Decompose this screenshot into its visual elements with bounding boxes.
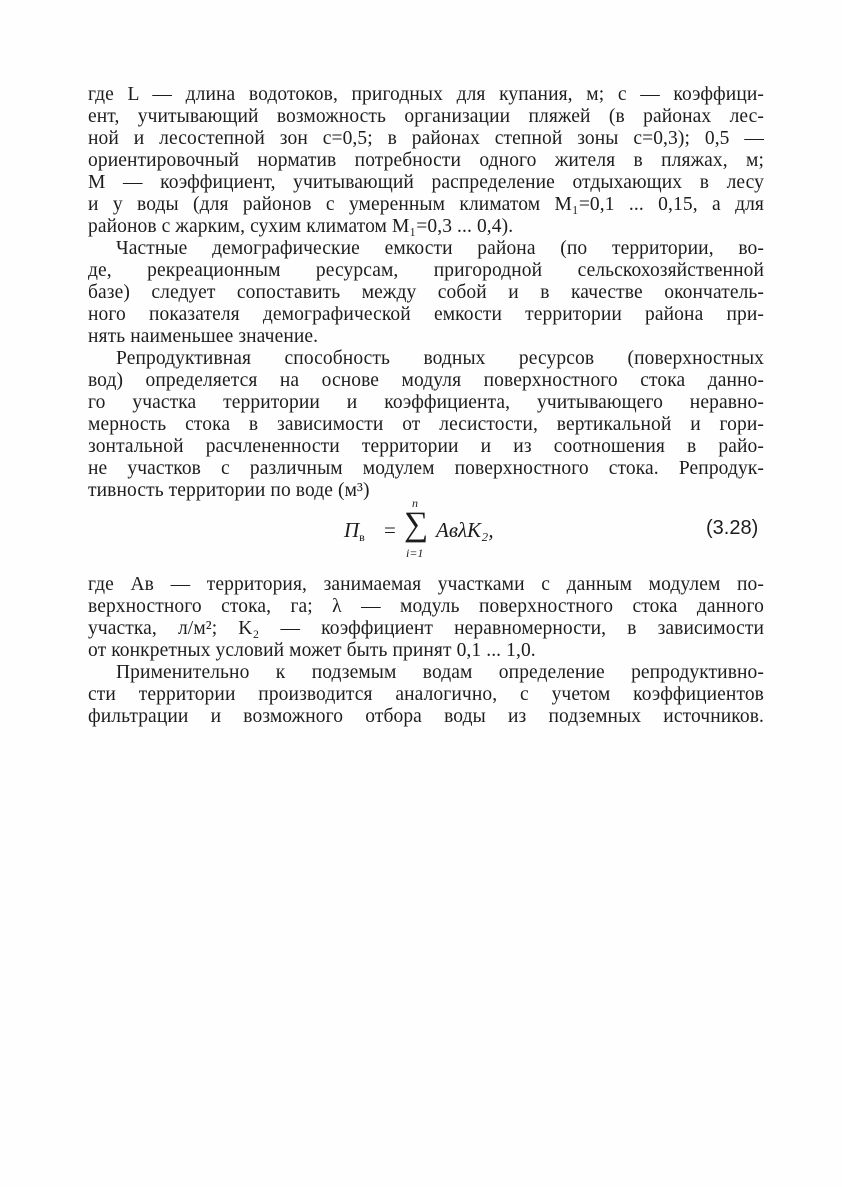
text-line: нять наименьшее значение. [88, 326, 319, 347]
formula-3-28 [340, 496, 640, 566]
text-line: базе) следует сопоставить между собой и в качестве окончатель- [88, 282, 764, 303]
text-line: участка, л/м²; K₂ — коэффициент неравномерности, в зависимости [88, 618, 764, 639]
text-line: фильтрации и возможного отбора воды из подземных источников. [88, 706, 764, 727]
summation-symbol: ∑ [404, 506, 429, 543]
text-line: где L — длина водотоков, пригодных для купания, м; c — коэффици- [88, 84, 764, 105]
text-line: ного показателя демографической емкости территории района при- [88, 304, 764, 325]
sum-lower-limit: i=1 [406, 546, 424, 560]
text-line: го участка территории и коэффициента, учитывающего неравно- [88, 392, 764, 413]
formula-equals: = [384, 518, 396, 542]
text-line: де, рекреационным ресурсам, пригородной сельскохозяйственной [88, 260, 764, 281]
text-line: где Aв — территория, занимаемая участками с данным модулем по- [88, 574, 764, 595]
text-line: не участков с различным модулем поверхностного стока. Репродук- [88, 458, 764, 479]
text-line: Частные демографические емкости района (по территории, во- [116, 238, 764, 259]
text-line: сти территории производится аналогично, с учетом коэффициентов [88, 684, 764, 705]
text-line: Репродуктивная способность водных ресурсов (поверхностных [116, 348, 764, 369]
formula-rhs: AвλK₂, [436, 518, 494, 542]
formula-lhs [344, 518, 365, 545]
text-line: тивность территории по воде (м³) [88, 480, 370, 501]
text-line: верхностного стока, га; λ — модуль поверхностного стока данного [88, 596, 764, 617]
sum-upper-limit: n [412, 496, 418, 510]
text-line: зонтальной расчлененности территории и из соотношения в райо- [88, 436, 764, 457]
text-line: ент, учитывающий возможность организации пляжей (в районах лес- [88, 106, 764, 127]
text-line: и у воды (для районов с умеренным климатом M₁=0,1 ... 0,15, а для [88, 194, 764, 215]
text-line: Применительно к подземым водам определение репродуктивно- [116, 662, 764, 683]
text-line: ориентировочный норматив потребности одного жителя в пляжах, м; [88, 150, 764, 171]
text-line: от конкретных условий может быть принят 0,1 ... 1,0. [88, 640, 536, 661]
text-line: районов с жарким, сухим климатом M₁=0,3 ... 0,4). [88, 216, 514, 237]
formula-lhs-symbol: П [344, 518, 360, 542]
text-line: мерность стока в зависимости от лесистости, вертикальной и гори- [88, 414, 764, 435]
equation-number: (3.28) [706, 517, 759, 539]
text-line: ной и лесостепной зон c=0,5; в районах степной зоны c=0,3); 0,5 — [88, 128, 764, 149]
formula-lhs-subscript: в [359, 530, 365, 544]
text-line: вод) определяется на основе модуля поверхностного стока данно- [88, 370, 764, 391]
text-line: M — коэффициент, учитывающий распределение отдыхающих в лесу [88, 172, 764, 193]
